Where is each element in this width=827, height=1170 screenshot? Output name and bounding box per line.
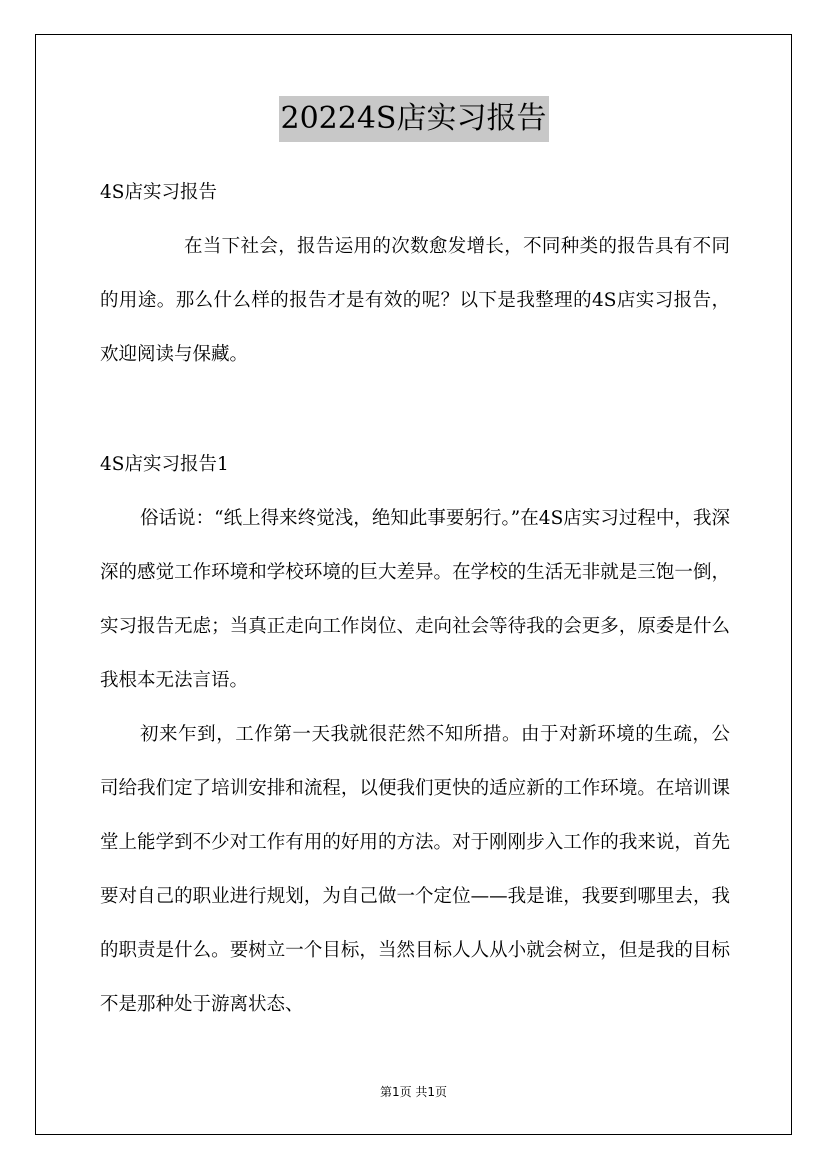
- body-paragraph-2: 初来乍到，工作第一天我就很茫然不知所措。由于对新环境的生疏，公司给我们定了培训安排和流程，以便我们更快的适应新的工作环境。在培训课堂上能学到不少对工作有用的好用的方法。对于刚刚步入工作的我来说，首先要对自己的职业进行规划，为自己做一个定位——我是谁，我要到哪里去，我的职责是什么。要树立一个目标，当然目标人人从小就会树立，但是我的目标不是那种处于游离状态、: [100, 724, 730, 1015]
- document-title: 20224S店实习报告: [279, 96, 549, 142]
- page-footer: 第1页 共1页: [379, 1085, 448, 1099]
- section-heading: 4S店实习报告1: [100, 454, 229, 475]
- document-subtitle: 4S店实习报告: [100, 182, 217, 203]
- body-paragraph-1: 俗话说：“纸上得来终觉浅，绝知此事要躬行。”在4S店实习过程中，我深深的感觉工作环境和学校环境的巨大差异。在学校的生活无非就是三饱一倒，实习报告无虑；当真正走向工作岗位、走向社会等待我的会更多，原委是什么我根本无法言语。: [100, 508, 730, 691]
- intro-paragraph: 在当下社会，报告运用的次数愈发增长，不同种类的报告具有不同的用途。那么什么样的报告才是有效的呢？以下是我整理的4S店实习报告，欢迎阅读与保藏。: [100, 236, 730, 365]
- title-container: [0, 96, 827, 142]
